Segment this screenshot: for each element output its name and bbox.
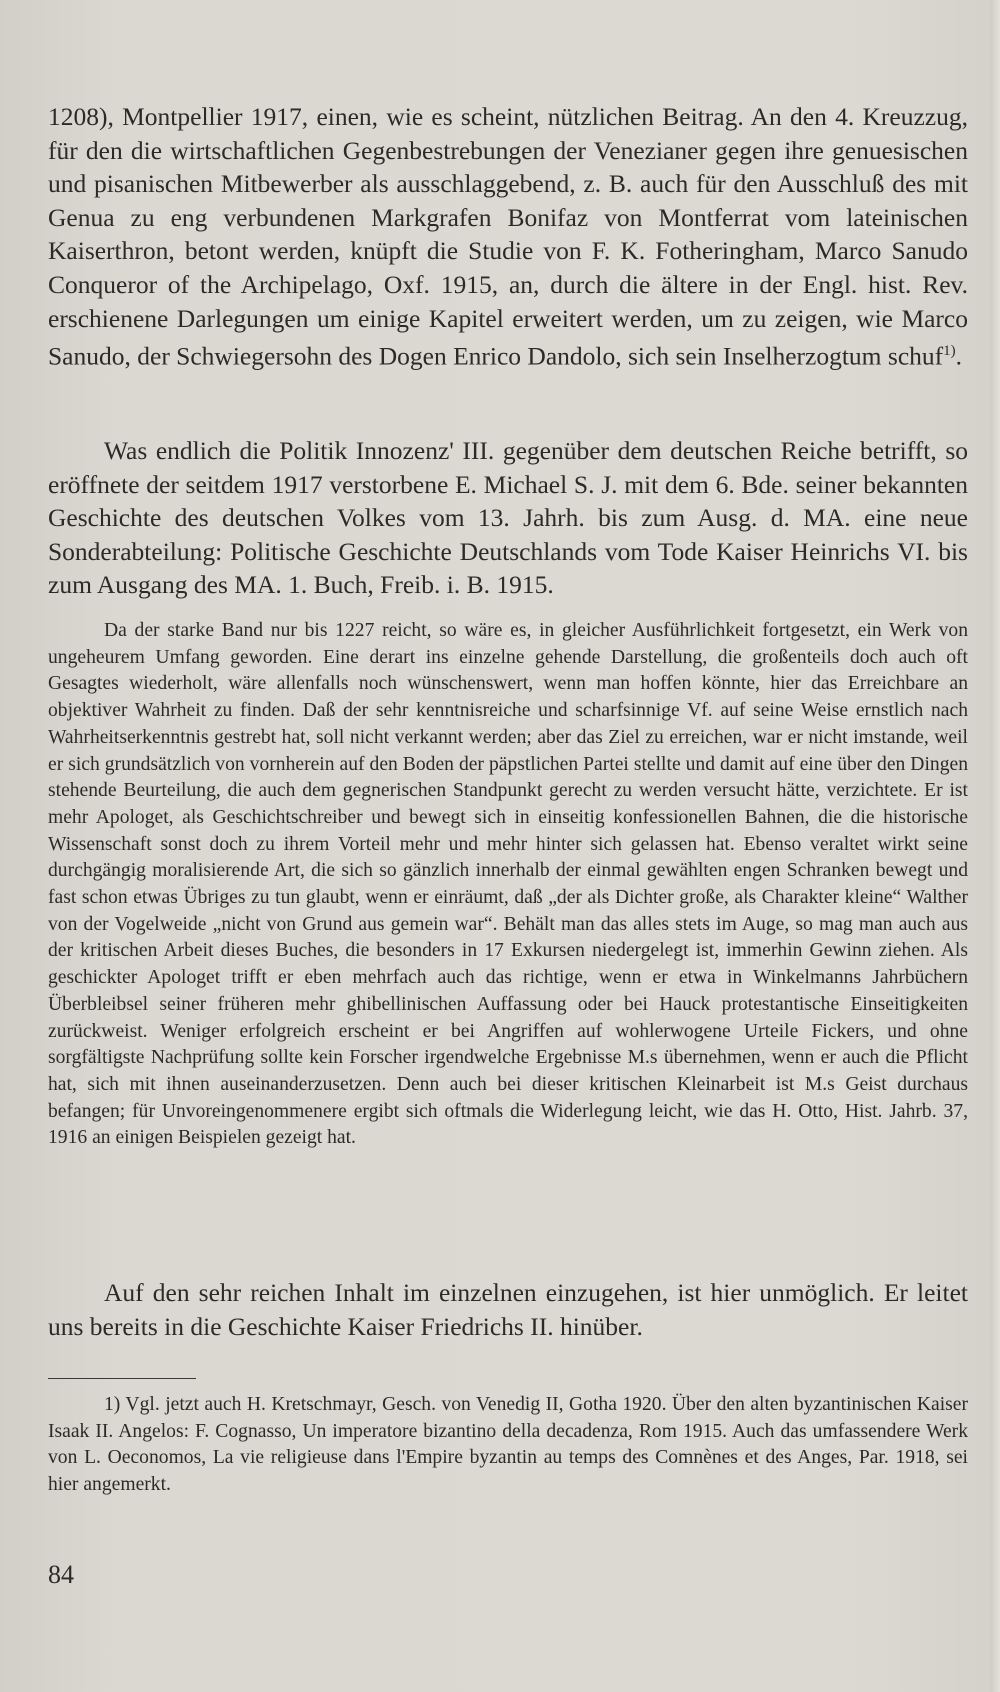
paragraph-end: .	[955, 341, 963, 371]
footnote: 1) Vgl. jetzt auch H. Kretschmayr, Gesch. von Venedig II, Gotha 1920. Über den alten byzantinischen Kaiser Isaak II. Angelos: F. Cognasso, Un imperatore bizantino della decadenza, Rom 1915. Auch das umfassendere Werk von L. Oeconomos, La vie religieuse dans l'Empire byzantin au temps des Comnènes et des Anges, Par. 1918, sei hier angemerkt.	[48, 1394, 968, 1496]
review-paragraph: Da der starke Band nur bis 1227 reicht, so wäre es, in gleicher Ausführlichkeit fortgesetzt, ein Werk von ungeheurem Umfang geworden. Eine derart ins einzelne gehende Darstellung, die großenteils doch auch oft Gesagtes wiederholt, wäre allenfalls noch wünschenswert, wenn man hoffen könnte, hier das Erreichbare an objektiver Wahrheit zu finden. Daß der sehr kenntnisreiche und scharfsinnige Vf. auf seine Weise ernstlich nach Wahrheitserkenntnis gestrebt hat, soll nicht verkannt werden; aber das Ziel zu erreichen, war er nicht imstande, weil er sich grundsätzlich von vornherein auf den Boden der päpstlichen Partei stellte und damit auf eine über den Dingen stehende Beurteilung, die auch dem gegnerischen Standpunkt gerecht zu werden versucht hätte, verzichtete. Er ist mehr Apologet, als Geschichtschreiber und bewegt sich in einseitig konfessionellen Bahnen, die die historische Wissenschaft sonst doch zu ihrem Vorteil mehr und mehr hinter sich gelassen hat. Ebenso veraltet wirkt seine durchgängig moralisierende Art, die sich so gänzlich innerhalb der einmal gewählten engen Schranken bewegt und fast schon etwas Übriges zu tun glaubt, wenn er einräumt, daß „der als Dichter große, als Charakter kleine“ Walther von der Vogelweide „nicht von Grund aus gemein war“. Behält man das alles stets im Auge, so mag man auch aus der kritischen Arbeit dieses Buches, die besonders in 17 Exkursen niedergelegt ist, immerhin Gewinn ziehen. Als geschickter Apologet trifft er eben mehrfach auch das richtige, wenn er etwa in Winkelmanns Jahrbüchern Überbleibsel seiner früheren mehr ghibellinischen Auffassung oder bei Hauck protestantische Einseitigkeiten zurückweist. Weniger erfolgreich erscheint er bei Angriffen auf wohlerwogene Urteile Fickers, und ohne sorgfältigste Nachprüfung sollte kein Forscher irgendwelche Ergebnisse M.s übernehmen, wenn er auch die Pflicht hat, sich mit ihnen auseinanderzusetzen. Denn auch bei dieser kritischen Kleinarbeit ist M.s Geist durchaus befangen; für Unvoreingenommenere ergibt sich oftmals die Widerlegung leicht, wie das H. Otto, Hist. Jahrb. 37, 1916 an einigen Beispielen gezeigt hat.	[48, 620, 968, 1149]
main-paragraph-3: Auf den sehr reichen Inhalt im einzelnen einzugehen, ist hier unmöglich. Er leitet uns bereits in die Geschichte Kaiser Friedrichs II. hinüber.	[48, 1278, 968, 1341]
paragraph-text: 1208), Montpellier 1917, einen, wie es scheint, nützlichen Beitrag. An den 4. Kreuzzug, für den die wirtschaftlichen Gegenbestrebungen der Venezianer gegen ihre genuesischen und pisanischen Mitbewerber als ausschlaggebend, z. B. auch für den Ausschluß des mit Genua zu eng verbundenen Markgrafen Bonifaz von Montferrat vom lateinischen Kaiserthron, betont werden, knüpft die Studie von F. K. Fotheringham, Marco Sanudo Conqueror of the Archipelago, Oxf. 1915, an, durch die ältere in der Engl. hist. Rev. erschienene Darlegungen um einige Kapitel erweitert werden, um zu zeigen, wie Marco Sanudo, der Schwiegersohn des Dogen Enrico Dandolo, sich sein Inselherzogtum schuf	[48, 102, 968, 371]
footnote-rule	[48, 1378, 196, 1379]
main-paragraph-1	[48, 100, 968, 373]
page-edge	[990, 0, 1000, 1692]
page-number: 84	[48, 1560, 74, 1589]
footnote-marker: 1)	[943, 343, 956, 360]
main-paragraph-2: Was endlich die Politik Innozenz' III. gegenüber dem deutschen Reiche betrifft, so eröffnete der seitdem 1917 verstorbene E. Michael S. J. mit dem 6. Bde. seiner bekannten Geschichte des deutschen Volkes vom 13. Jahrh. bis zum Ausg. d. MA. eine neue Sonderabteilung: Politische Geschichte Deutschlands vom Tode Kaiser Heinrichs VI. bis zum Ausgang des MA. 1. Buch, Freib. i. B. 1915.	[48, 436, 968, 600]
